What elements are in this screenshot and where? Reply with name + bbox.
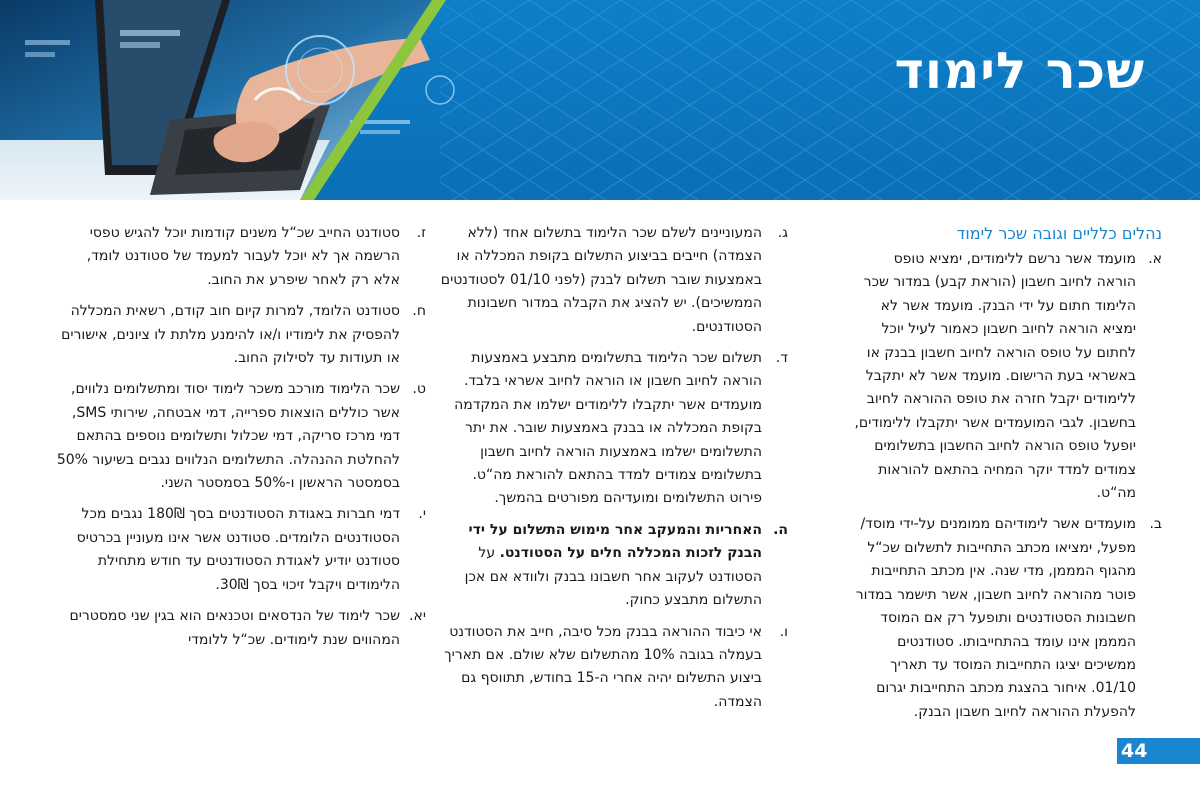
item-marker: ח.	[412, 303, 426, 320]
list-item	[56, 222, 426, 292]
list-item	[438, 347, 788, 511]
list-item	[56, 605, 426, 652]
list-item	[438, 222, 788, 339]
page-title: שכר לימוד	[894, 42, 1145, 100]
list-item	[438, 519, 788, 613]
item-text: סטודנט הלומד, למרות קיום חוב קודם, רשאית המכללה להפסיק את לימודיו ו/או להימנע מלתת לו ציונים, אישורים או תעודות עד לסילוק החוב.	[61, 303, 400, 367]
item-text-body: על הסטודנט לעקוב אחר חשבונו בבנק ולוודא אם אכן התשלום מתבצע כחוק.	[464, 545, 762, 609]
item-bold-lead: האחריות והמעקב אחר מימוש התשלום על ידי הבנק לזכות המכללה חלים על הסטודנט.	[468, 521, 762, 562]
item-text: סטודנט החייב שכ“ל משנים קודמות יוכל להגיש טפסי הרשמה אך לא יוכל לעבור למעמד של סטודנט לומד, אלא רק לאחר שיפרע את החוב.	[86, 225, 400, 288]
item-marker: ז.	[416, 225, 426, 241]
list-item	[56, 378, 426, 495]
item-marker: ו.	[779, 623, 788, 640]
list-item	[56, 300, 426, 370]
item-text: מועמד אשר נרשם ללימודים, ימציא טופס הוראה לחיוב חשבון (הוראת קבע) במדור שכר הלימוד חתום על ידי הבנק. מועמד אשר לא ימציא הוראה לחיוב חשבון כאמור לעיל יוכל לחתום על טופס הוראה לחיוב חשבון בבנק או באשראי בעת הרישום. מועמד אשר לא יתקבל ללימודים יקבל חזרה את טופס ההוראה לחיוב בחשבון. לגבי המועמדים אשר יתקבלו ללימודים, יופעל טופס הוראה לחיוב החשבון בתשלומים צמודים למדד יוקר המחיה בהתאם להוראות מה“ט.	[854, 251, 1136, 502]
section-heading: נהלים כלליים וגובה שכר לימוד	[956, 224, 1162, 243]
list-item	[56, 503, 426, 597]
item-text: מועמדים אשר לימודיהם ממומנים על-ידי מוסד/ מפעל, ימציאו מכתב התחייבות לתשלום שכ“ל מהגוף המממן, מדי שנה. אין מכתב התחייבות פוטר מהוראה לחיוב חשבון, אשר תישמר במדור חשבונות הסטודנטים ותופעל רק אם המוסד המממן אינו עומד בהתחייבותו. סטודנטים ממשיכים יציגו התחייבות המוסד עד תאריך 01/10. איחור בהצגת מכתב התחייבות יגרום להפעלת ההוראה לחיוב חשבון הבנק.	[855, 516, 1136, 720]
page-number: 44	[1117, 738, 1200, 764]
column-middle	[438, 222, 788, 722]
column-right	[852, 222, 1162, 732]
item-marker: ה.	[773, 521, 788, 538]
hero-laptop-image	[0, 0, 1200, 200]
list-item	[438, 621, 788, 715]
list-item	[852, 248, 1162, 505]
item-marker: ג.	[777, 225, 788, 241]
item-text: תשלום שכר הלימוד בתשלומים מתבצע באמצעות הוראה לחיוב חשבון או הוראה לחיוב אשראי בלבד. מועמדים אשר יתקבלו ללימודים ישלמו את המקדמה בקופת המכללה או בבנק באמצעות שובר. את יתר התשלומים ישלמו באמצעות הוראה לחיוב חשבון בתשלומים צמודים למדד בהתאם להוראת מה“ט. פירוט התשלומים ומועדיהם מפורטים בהמשך.	[454, 350, 762, 507]
item-marker: ב.	[1149, 516, 1162, 533]
item-text	[438, 519, 762, 613]
item-text: שכר לימוד של הנדסאים וטכנאים הוא בגין שני סמסטרים המהווים שנת לימודים. שכ“ל ללומדי	[69, 608, 400, 648]
item-marker: י.	[418, 506, 426, 523]
item-marker: ד.	[775, 350, 788, 367]
hero-banner	[0, 0, 1200, 200]
item-text: שכר הלימוד מורכב משכר לימוד יסוד ומתשלומים נלווים, אשר כוללים הוצאות ספרייה, דמי אבטחה, שירותי SMS, דמי מרכז סריקה, דמי שכלול ותשלומים נוספים בהתאם להחלטת ההנהלה. התשלומים הנלווים נגבים בשיעור 50% בסמסטר הראשון ו-50% בסמסטר השני.	[56, 381, 400, 492]
item-text: המעוניינים לשלם שכר הלימוד בתשלום אחד (ללא הצמדה) חייבים בביצוע התשלום בקופת המכללה או באמצעות שובר תשלום לבנק (לפני 01/10 לסטודנטים הממשיכים). יש להציג את הקבלה במדור חשבונות הסטודנטים.	[440, 225, 762, 335]
item-marker: יא.	[409, 608, 426, 625]
item-marker: ט.	[412, 381, 426, 398]
item-text: אי כיבוד ההוראה בבנק מכל סיבה, חייב את הסטודנט בעמלה בגובה 10% מהתשלום שלא שולם. אם תאריך ביצוע התשלום יהיה אחרי ה-15 בחודש, תתווסף גם הצמדה.	[444, 623, 762, 710]
item-marker: א.	[1148, 251, 1162, 267]
list-item	[852, 513, 1162, 724]
column-left	[56, 222, 426, 660]
item-text: דמי חברות באגודת הסטודנטים בסך 180₪ נגבים מכל הסטודנטים הלומדים. סטודנט אשר אינו מעוניין בכרטיס סטודנט יודיע לאגודת הסטודנטים עד חודש מתחילת הלימודים ויקבל זיכוי בסך 30₪.	[76, 506, 400, 593]
